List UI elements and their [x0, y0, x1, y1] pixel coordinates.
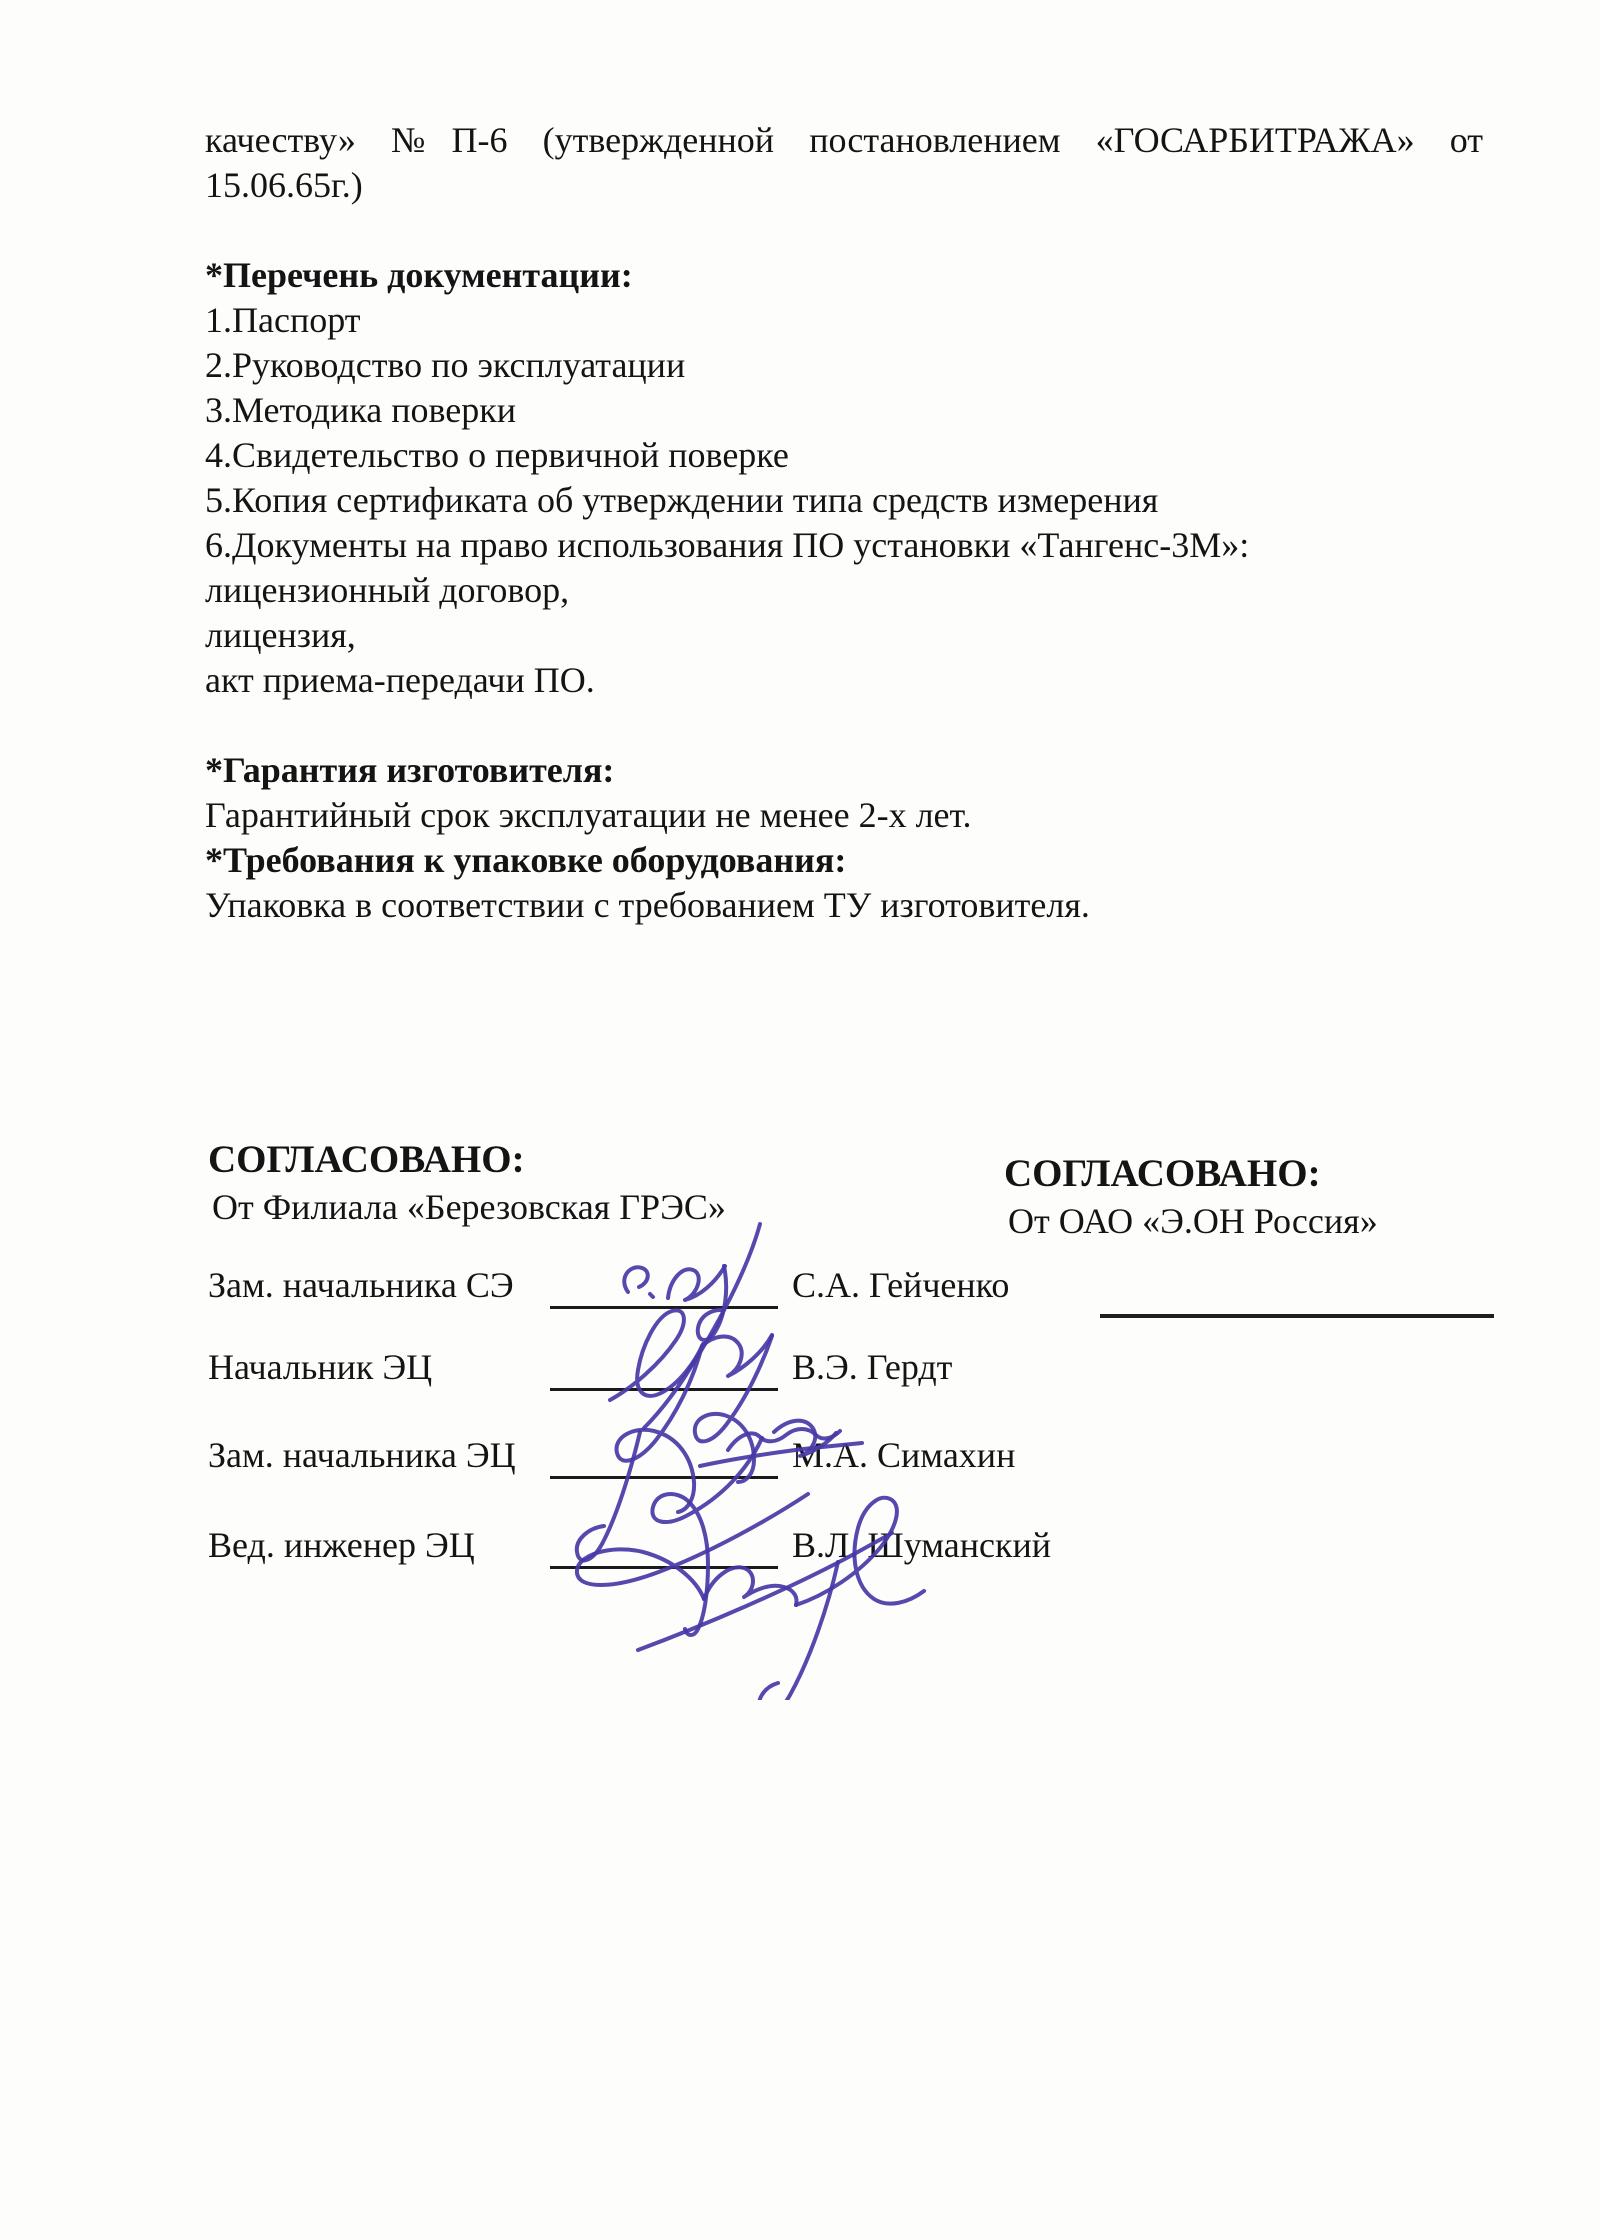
doc-list-item: 2.Руководство по эксплуатации — [205, 345, 686, 385]
approval-title-right: СОГЛАСОВАНО: — [1004, 1152, 1321, 1195]
doc-list-item: 6.Документы на право использования ПО установки «Тангенс-3М»: — [205, 525, 1250, 565]
approval-block-left — [208, 1136, 726, 1230]
warranty-heading: *Гарантия изготовителя: — [205, 750, 615, 790]
approval-title-left: СОГЛАСОВАНО: — [208, 1138, 525, 1181]
right-signature-blank-line — [1100, 1270, 1494, 1318]
signatory-role: Зам. начальника СЭ — [208, 1265, 514, 1305]
doc-list-item: 3.Методика поверки — [205, 390, 517, 430]
doc-list-sub-item: лицензионный договор, — [205, 570, 570, 610]
approval-block-right — [1004, 1150, 1378, 1244]
doc-list-item: 5.Копия сертификата об утверждении типа средств измерения — [205, 480, 1159, 520]
approval-org-right: От ОАО «Э.ОН Россия» — [1008, 1201, 1378, 1241]
signatory-row — [208, 1344, 952, 1391]
signatory-role: Начальник ЭЦ — [208, 1347, 433, 1387]
signature-line — [550, 1344, 778, 1391]
intro-line-1: качеству» №П-6 (утвержденной постановлением «ГОСАРБИТРАЖА» от — [205, 120, 1483, 160]
approval-org-left: От Филиала «Березовская ГРЭС» — [212, 1187, 726, 1227]
signatory-name: В.Л. Шуманский — [792, 1525, 1052, 1565]
warranty-text: Гарантийный срок эксплуатации не менее 2-х лет. — [205, 795, 972, 835]
packaging-text: Упаковка в соответствии с требованием ТУ изготовителя. — [205, 885, 1090, 925]
document-body — [205, 118, 1483, 928]
signatory-row — [208, 1522, 1051, 1569]
signature-line — [550, 1262, 778, 1309]
signatory-role: Зам. начальника ЭЦ — [208, 1435, 516, 1475]
signatory-name: С.А. Гейченко — [792, 1265, 1010, 1305]
signature-line — [550, 1522, 778, 1569]
signatory-role: Вед. инженер ЭЦ — [208, 1525, 475, 1565]
packaging-heading: *Требования к упаковке оборудования: — [205, 840, 847, 880]
doc-list-heading: *Перечень документации: — [205, 255, 633, 295]
doc-list-sub-item: акт приема-передачи ПО. — [205, 660, 595, 700]
signature-geychenko-ink — [624, 1224, 760, 1428]
signatory-row — [208, 1262, 1009, 1309]
doc-list-item: 1.Паспорт — [205, 300, 361, 340]
intro-line-2: 15.06.65г.) — [205, 165, 363, 205]
doc-list-sub-item: лицензия, — [205, 615, 356, 655]
signatory-row — [208, 1432, 1015, 1479]
signatory-name: В.Э. Гердт — [792, 1347, 953, 1387]
doc-list-item: 4.Свидетельство о первичной поверке — [205, 435, 789, 475]
signatory-name: М.А. Симахин — [792, 1435, 1016, 1475]
signature-line — [550, 1432, 778, 1479]
